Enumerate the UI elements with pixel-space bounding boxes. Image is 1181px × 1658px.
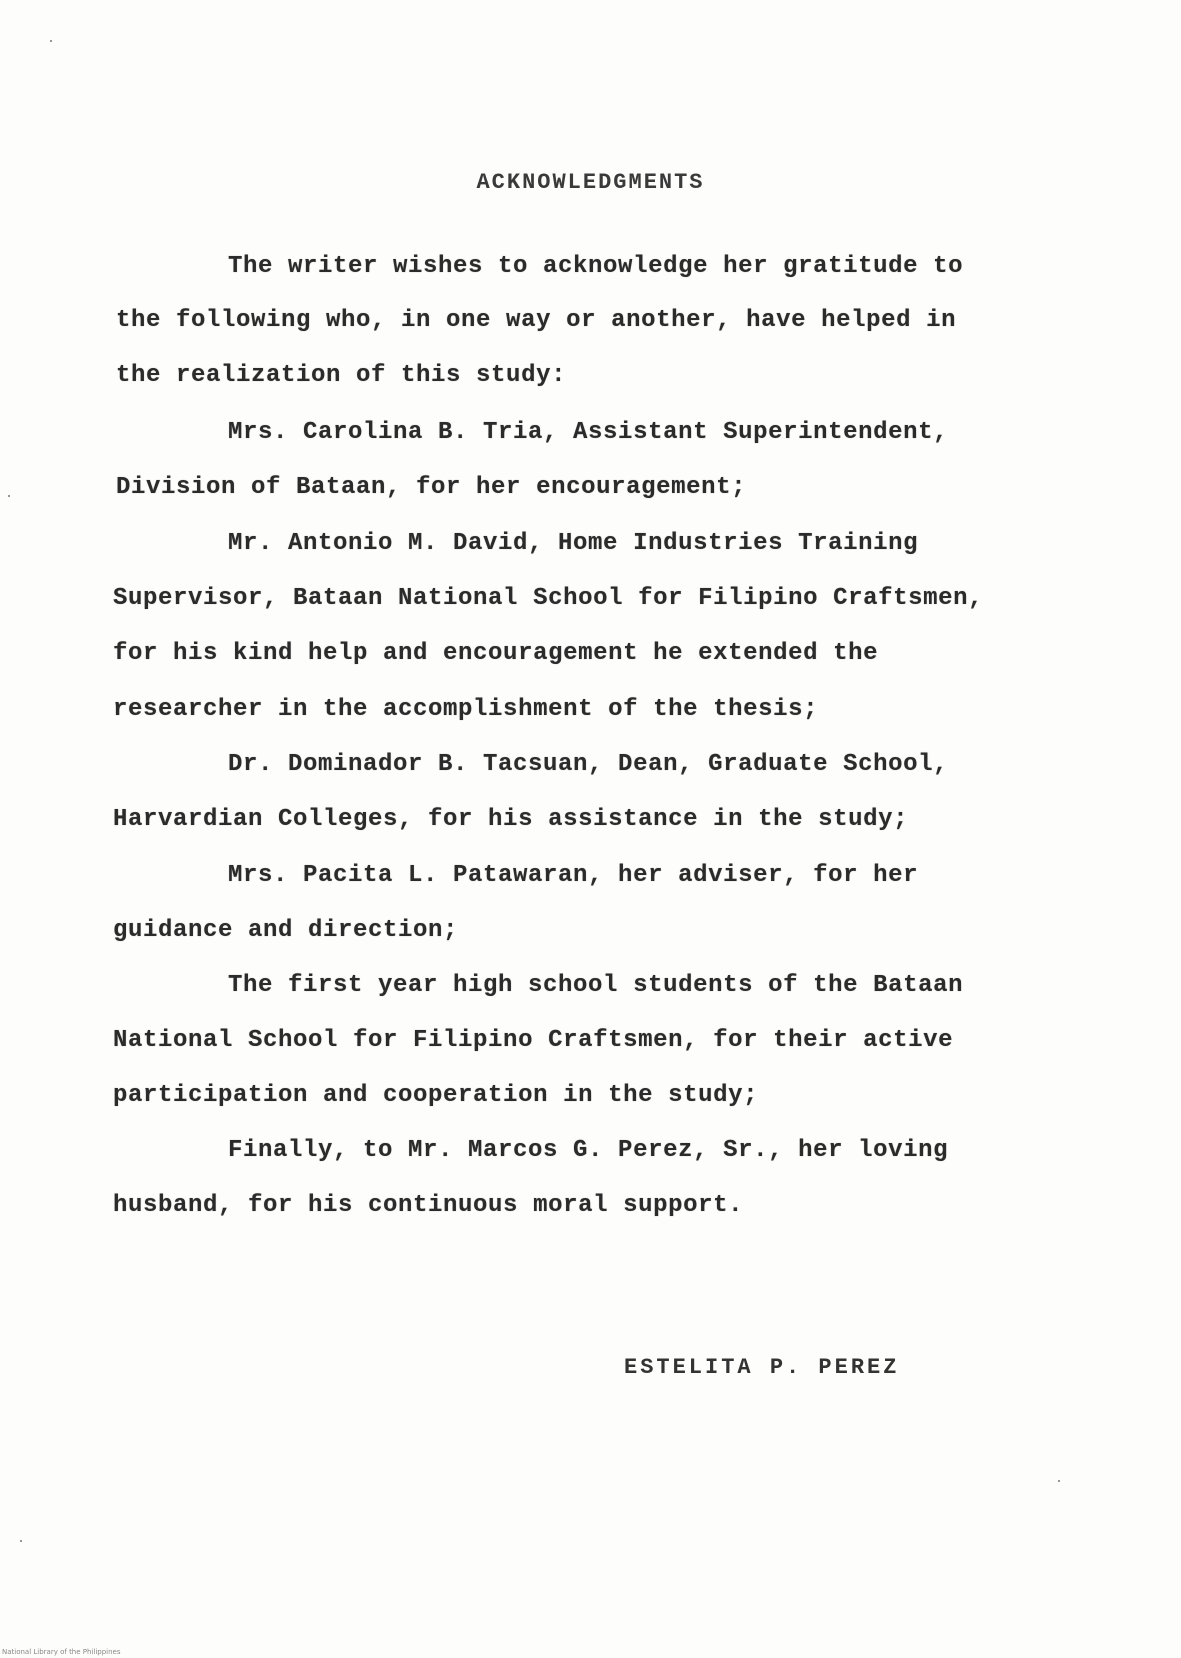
scan-speck <box>8 495 10 497</box>
body-line: The first year high school students of the Bataan <box>228 972 964 999</box>
scan-speck <box>50 40 52 42</box>
scan-footer-note: National Library of the Philippines <box>2 1648 121 1656</box>
body-line: Dr. Dominador B. Tacsuan, Dean, Graduate School, <box>228 751 949 778</box>
body-line: researcher in the accomplishment of the thesis; <box>113 696 819 723</box>
body-line: for his kind help and encouragement he extended the <box>113 640 879 667</box>
body-line: the following who, in one way or another, have helped in <box>116 307 957 334</box>
author-signature: ESTELITA P. PEREZ <box>624 1355 900 1380</box>
body-line: guidance and direction; <box>113 917 459 944</box>
body-line: Harvardian Colleges, for his assistance in the study; <box>113 806 909 833</box>
body-line: National School for Filipino Craftsmen, for their active <box>113 1027 954 1054</box>
body-line: Mrs. Pacita L. Patawaran, her adviser, for her <box>228 862 919 889</box>
body-line: husband, for his continuous moral support. <box>113 1192 744 1219</box>
body-line: participation and cooperation in the study; <box>113 1082 759 1109</box>
body-line: The writer wishes to acknowledge her gratitude to <box>228 253 964 280</box>
body-line: Mr. Antonio M. David, Home Industries Training <box>228 530 919 557</box>
body-line: Division of Bataan, for her encouragement; <box>116 474 747 501</box>
scan-speck <box>1058 1480 1060 1482</box>
body-line: Mrs. Carolina B. Tria, Assistant Superintendent, <box>228 419 949 446</box>
page-title: ACKNOWLEDGMENTS <box>476 170 705 195</box>
body-line: Supervisor, Bataan National School for Filipino Craftsmen, <box>113 585 984 612</box>
body-line: Finally, to Mr. Marcos G. Perez, Sr., her loving <box>228 1137 949 1164</box>
scan-speck <box>20 1540 22 1542</box>
body-line: the realization of this study: <box>116 362 567 389</box>
